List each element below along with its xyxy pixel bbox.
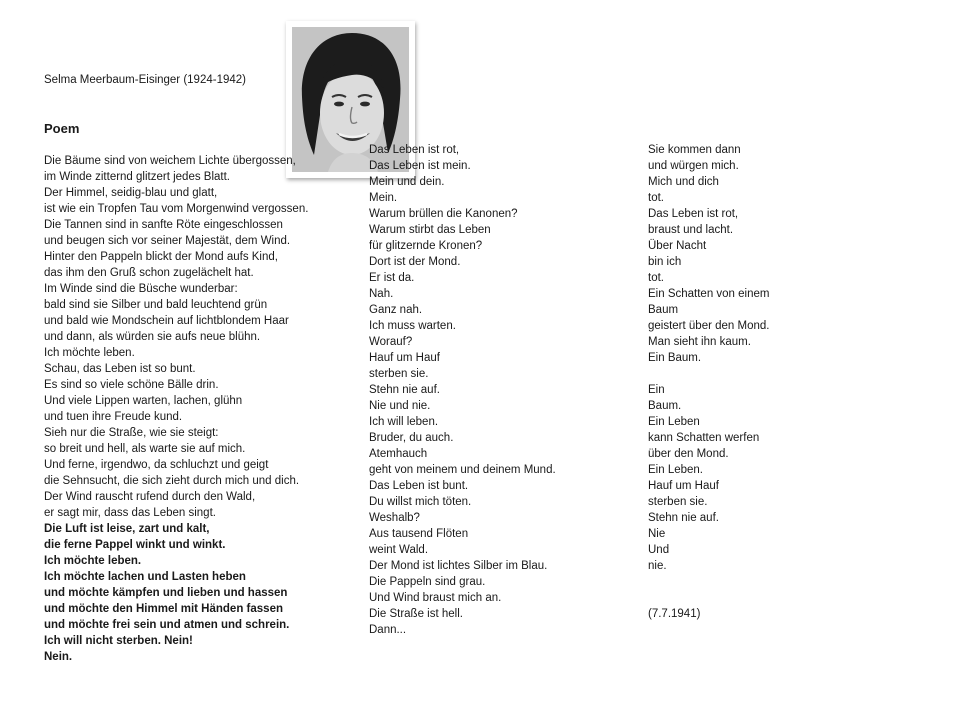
poem-line: Die Luft ist leise, zart und kalt, xyxy=(44,523,210,535)
poem-line: Der Himmel, seidig-blau und glatt, xyxy=(44,187,218,199)
poem-line: die Sehnsucht, die sich zieht durch mich und dich. xyxy=(44,475,300,487)
stanza-break xyxy=(648,590,769,606)
poem-line: die ferne Pappel winkt und winkt. xyxy=(44,539,226,551)
poem-line: geht von meinem und deinem Mund. xyxy=(369,464,556,476)
poem-line: Sieh nur die Straße, wie sie steigt: xyxy=(44,427,219,439)
poem-line: Das Leben ist bunt. xyxy=(369,480,469,492)
poem-line: Er ist da. xyxy=(369,272,415,284)
poem-line: Ein Schatten von einem xyxy=(648,288,770,300)
poem-line: so breit und hell, als warte sie auf mich. xyxy=(44,443,246,455)
poem-line: Ich möchte lachen und Lasten heben xyxy=(44,571,246,583)
poem-line: Ganz nah. xyxy=(369,304,423,316)
poem-line: geistert über den Mond. xyxy=(648,320,770,332)
poem-line: Ich muss warten. xyxy=(369,320,456,332)
poem-line: ist wie ein Tropfen Tau vom Morgenwind vergossen. xyxy=(44,203,309,215)
poem-line: und möchte kämpfen und lieben und hassen xyxy=(44,587,288,599)
poem-line: bald sind sie Silber und bald leuchtend grün xyxy=(44,299,268,311)
poem-line: Ich möchte leben. xyxy=(44,555,142,567)
poem-line: und beugen sich vor seiner Majestät, dem Wind. xyxy=(44,235,291,247)
poem-line: für glitzernde Kronen? xyxy=(369,240,483,252)
stanza-break xyxy=(648,574,769,590)
poem-line: Warum brüllen die Kanonen? xyxy=(369,208,518,220)
poem-line: Ich will leben. xyxy=(369,416,439,428)
poem-column-1 xyxy=(44,153,308,665)
poem-line: Und Wind braust mich an. xyxy=(369,592,502,604)
poem-line: nie. xyxy=(648,560,667,572)
poem-line: und dann, als würden sie aufs neue blühn. xyxy=(44,331,261,343)
stanza-break xyxy=(648,366,769,382)
poem-line: Weshalb? xyxy=(369,512,420,524)
poem-line: Bruder, du auch. xyxy=(369,432,454,444)
poem-line: Mein und dein. xyxy=(369,176,445,188)
poem-line: Ein Leben. xyxy=(648,464,703,476)
author-line: Selma Meerbaum-Eisinger (1924-1942) xyxy=(44,74,246,86)
poem-line: braust und lacht. xyxy=(648,224,734,236)
poem-line: Und ferne, irgendwo, da schluchzt und geigt xyxy=(44,459,269,471)
poem-line: Nah. xyxy=(369,288,394,300)
poem-line: Stehn nie auf. xyxy=(369,384,440,396)
poem-line: Ich will nicht sterben. Nein! xyxy=(44,635,193,647)
poem-line: über den Mond. xyxy=(648,448,729,460)
poem-line: Worauf? xyxy=(369,336,413,348)
poem-line: Hauf um Hauf xyxy=(369,352,440,364)
poem-line: tot. xyxy=(648,272,664,284)
poem-line: Nie xyxy=(648,528,666,540)
poem-line: Man sieht ihn kaum. xyxy=(648,336,751,348)
poem-line: und tuen ihre Freude kund. xyxy=(44,411,183,423)
poem-line: weint Wald. xyxy=(369,544,429,556)
poem-line: und möchte den Himmel mit Händen fassen xyxy=(44,603,283,615)
poem-line: Warum stirbt das Leben xyxy=(369,224,491,236)
poem-line: tot. xyxy=(648,192,664,204)
poem-line: Der Wind rauscht rufend durch den Wald, xyxy=(44,491,256,503)
poem-line: sterben sie. xyxy=(648,496,708,508)
poem-line: Du willst mich töten. xyxy=(369,496,472,508)
poem-title: Poem xyxy=(44,121,80,136)
poem-column-2 xyxy=(369,142,556,638)
poem-line: Nein. xyxy=(44,651,73,663)
poem-line: Aus tausend Flöten xyxy=(369,528,469,540)
poem-line: Das Leben ist rot, xyxy=(648,208,739,220)
poem-line: Schau, das Leben ist so bunt. xyxy=(44,363,196,375)
poem-line: Das Leben ist mein. xyxy=(369,160,471,172)
poem-line: Und xyxy=(648,544,670,556)
poem-line: sterben sie. xyxy=(369,368,429,380)
poem-line: Stehn nie auf. xyxy=(648,512,719,524)
poem-line: Die Tannen sind in sanfte Röte eingeschlossen xyxy=(44,219,283,231)
poem-line: Hinter den Pappeln blickt der Mond aufs Kind, xyxy=(44,251,278,263)
poem-line: Atemhauch xyxy=(369,448,428,460)
poem-line: Nie und nie. xyxy=(369,400,431,412)
poem-line: Der Mond ist lichtes Silber im Blau. xyxy=(369,560,548,572)
poem-line: Sie kommen dann xyxy=(648,144,741,156)
poem-line: Über Nacht xyxy=(648,240,707,252)
poem-line: Ein xyxy=(648,384,665,396)
poem-line: Die Straße ist hell. xyxy=(369,608,463,620)
poem-line: im Winde zitternd glitzert jedes Blatt. xyxy=(44,171,230,183)
poem-line: Im Winde sind die Büsche wunderbar: xyxy=(44,283,238,295)
poem-line: Hauf um Hauf xyxy=(648,480,719,492)
poem-line: das ihm den Gruß schon zugelächelt hat. xyxy=(44,267,254,279)
poem-line: Dort ist der Mond. xyxy=(369,256,461,268)
poem-line: und möchte frei sein und atmen und schrein. xyxy=(44,619,290,631)
poem-line: Das Leben ist rot, xyxy=(369,144,460,156)
poem-line: (7.7.1941) xyxy=(648,608,701,620)
poem-line: Die Bäume sind von weichem Lichte übergossen, xyxy=(44,155,296,167)
poem-line: Es sind so viele schöne Bälle drin. xyxy=(44,379,219,391)
poem-line: Und viele Lippen warten, lachen, glühn xyxy=(44,395,243,407)
poem-line: Baum xyxy=(648,304,679,316)
poem-line: und bald wie Mondschein auf lichtblondem Haar xyxy=(44,315,289,327)
poem-line: bin ich xyxy=(648,256,682,268)
poem-line: Ich möchte leben. xyxy=(44,347,135,359)
poem-line: Die Pappeln sind grau. xyxy=(369,576,486,588)
poem-line: Baum. xyxy=(648,400,682,412)
poem-line: Mein. xyxy=(369,192,398,204)
poem-line: er sagt mir, dass das Leben singt. xyxy=(44,507,216,519)
poem-line: Mich und dich xyxy=(648,176,719,188)
poem-line: Ein Baum. xyxy=(648,352,702,364)
poem-line: Dann... xyxy=(369,624,407,636)
poem-column-3 xyxy=(648,142,769,622)
poem-line: und würgen mich. xyxy=(648,160,739,172)
poem-line: kann Schatten werfen xyxy=(648,432,760,444)
poem-line: Ein Leben xyxy=(648,416,700,428)
